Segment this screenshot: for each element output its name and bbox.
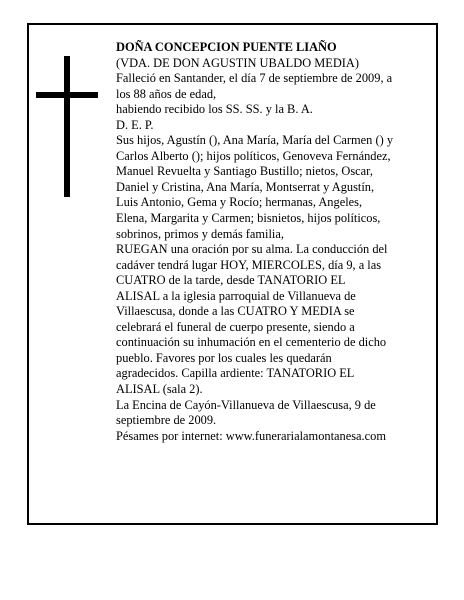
text-line: ALISAL (sala 2). <box>116 382 203 397</box>
text-line: RUEGAN una oración por su alma. La conducción del <box>116 242 388 257</box>
text-line: pueblo. Favores por los cuales les quedarán <box>116 350 332 365</box>
deceased-name: DOÑA CONCEPCION PUENTE LIAÑO <box>116 40 337 54</box>
text-line: CUATRO de la tarde, desde TANATORIO EL <box>116 273 346 288</box>
text-line: continuación su inhumación en el cementerio de dicho <box>116 335 387 350</box>
cross-vertical-bar <box>64 56 70 197</box>
condolences-line: Pésames por internet: www.funerarialamontanesa.com <box>116 428 386 443</box>
text-line: Villaescusa, donde a las CUATRO Y MEDIA se <box>116 304 355 319</box>
obituary-text <box>116 40 424 444</box>
text-line: Manuel Revuelta y Santiago Bustillo; nietos, Oscar, <box>116 164 373 179</box>
text-line: Carlos Alberto (); hijos políticos, Genoveva Fernández, <box>116 148 391 163</box>
text-line: Sus hijos, Agustín (), Ana María, María del Carmen () y <box>116 133 394 148</box>
text-line: celebrará el funeral de cuerpo presente, siendo a <box>116 319 355 334</box>
text-line: Falleció en Santander, el día 7 de septiembre de 2009, a <box>116 71 393 86</box>
text-line: Luis Antonio, Gema y Rocío; hermanas, Angeles, <box>116 195 363 210</box>
text-line: Daniel y Cristina, Ana María, Montserrat y Agustín, <box>116 179 375 194</box>
text-line: ALISAL a la iglesia parroquial de Villanueva de <box>116 288 356 303</box>
text-line: sobrinos, primos y demás familia, <box>116 226 284 241</box>
widow-of-line: (VDA. DE DON AGUSTIN UBALDO MEDIA) <box>116 55 359 70</box>
text-line: Elena, Margarita y Carmen; bisnietos, hijos políticos, <box>116 211 381 226</box>
rip-line: D. E. P. <box>116 117 154 132</box>
text-line: septiembre de 2009. <box>116 413 217 428</box>
cross-horizontal-bar <box>36 92 98 98</box>
text-line: los 88 años de edad, <box>116 86 217 101</box>
cross-icon <box>36 56 98 197</box>
text-line: La Encina de Cayón-Villanueva de Villaescusa, 9 de <box>116 397 376 412</box>
text-line: agradecidos. Capilla ardiente: TANATORIO EL <box>116 366 355 381</box>
text-line: cadáver tendrá lugar HOY, MIERCOLES, día 9, a las <box>116 257 382 272</box>
text-line: habiendo recibido los SS. SS. y la B. A. <box>116 102 313 117</box>
